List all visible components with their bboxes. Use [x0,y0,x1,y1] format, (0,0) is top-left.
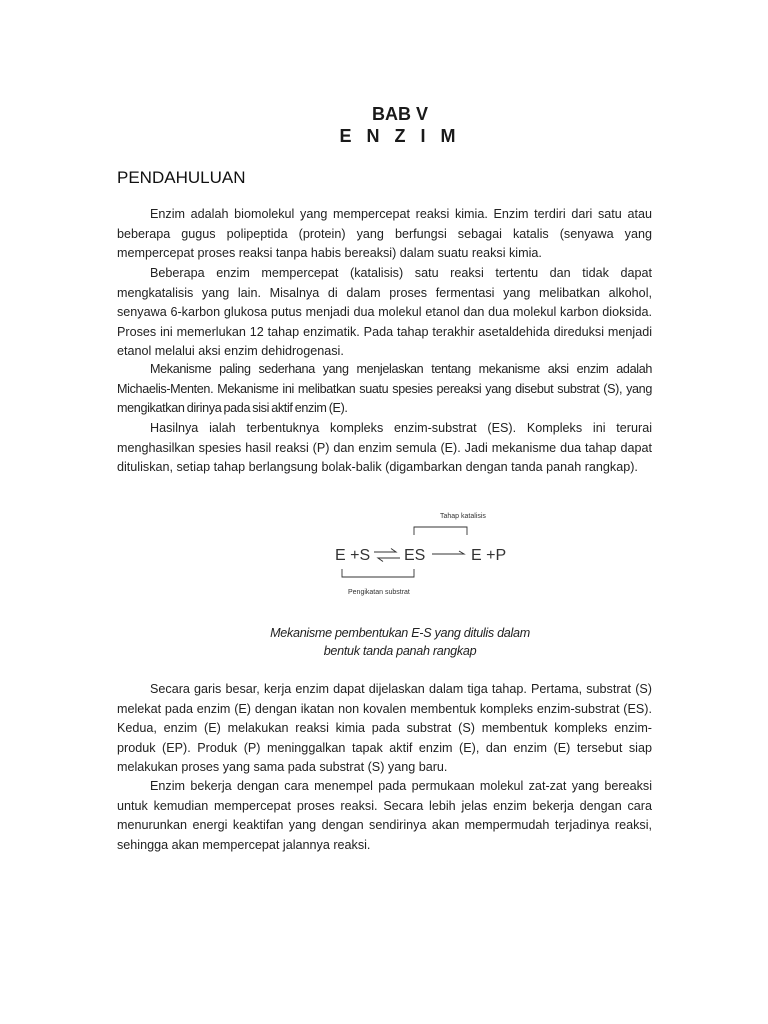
paragraph-6: Enzim bekerja dengan cara menempel pada permukaan molekul zat-zat yang bereaksi untuk kemudian mempercepat proses reaksi. Secara lebih jelas enzim bekerja dengan cara menurunkan energi keaktifan yang dengan sendirinya akan mempermudah terjadinya reaksi, sehingga akan mempercepat jalannya reaksi. [117,779,652,852]
catalysis-bracket [414,527,467,535]
forward-arrow [374,549,396,553]
caption-line-1: Mekanisme pembentukan E-S yang ditulis dalam [270,626,530,640]
paragraph-5: Secara garis besar, kerja enzim dapat dijelaskan dalam tiga tahap. Pertama, substrat (S) melekat pada enzim (E) dengan ikatan non kovalen membentuk kompleks enzim-substrat (ES). Kedua, enzim (E) melakukan reaksi kimia pada substrat (S) membentuk kompleks enzim-produk (EP). Produk (P) meninggalkan tapak aktif enzim (E), dan enzim (E) tersebut siap melakukan proses yang sama pada substrat (S) yang baru. [117,682,652,774]
reverse-arrow [378,558,400,562]
e-plus-s-text: E +S [335,547,371,564]
paragraph-2: Beberapa enzim mempercepat (katalisis) satu reaksi tertentu dan tidak dapat mengkatalisis yang lain. Misalnya di dalam proses fermentasi yang melibatkan alkohol, senyawa 6-karbon glukosa putus menjadi dua molekul etanol dan dua molekul karbon dioksida. Proses ini memerlukan 12 tahap enzimatik. Pada tahap terakhir asetaldehida direduksi menjadi etanol melalui aksi enzim dehidrogenasi. [117,266,652,358]
chapter-number: BAB V [371,104,428,124]
paragraph-3: Mekanisme paling sederhana yang menjelaskan tentang mekanisme aksi enzim adalah Michaelis-Menten. Mekanisme ini melibatkan suatu spesies pereaksi yang disebut substrat (S), yang mengikatkan dirinya pada sisi aktif enzim (E). [117,362,652,415]
reaction-diagram [330,505,540,601]
chapter-title: E N Z I M [339,126,461,146]
binding-step-label: Pengikatan substrat [348,589,410,596]
caption-line-2: bentuk tanda panah rangkap [323,644,477,658]
product-arrow [432,551,464,554]
catalysis-step-label: Tahap katalisis [440,513,486,520]
figure-caption [200,624,600,660]
binding-bracket [342,569,414,577]
paragraph-1: Enzim adalah biomolekul yang mempercepat reaksi kimia. Enzim terdiri dari satu atau beberapa gugus polipeptida (protein) yang berfungsi sebagai katalis (senyawa yang mempercepat proses reaksi tanpa habis bereaksi) dalam suatu reaksi kimia. [117,207,652,260]
e-plus-p-text: E +P [471,547,507,564]
paragraph-4: Hasilnya ialah terbentuknya kompleks enzim-substrat (ES). Kompleks ini terurai menghasilkan spesies hasil reaksi (P) dan enzim semula (E). Jadi mekanisme dua tahap dapat dituliskan, setiap tahap berlangsung bolak-balik (digambarkan dengan tanda panah rangkap). [117,421,652,474]
section-heading: PENDAHULUAN [117,168,246,187]
es-text: ES [404,547,426,564]
